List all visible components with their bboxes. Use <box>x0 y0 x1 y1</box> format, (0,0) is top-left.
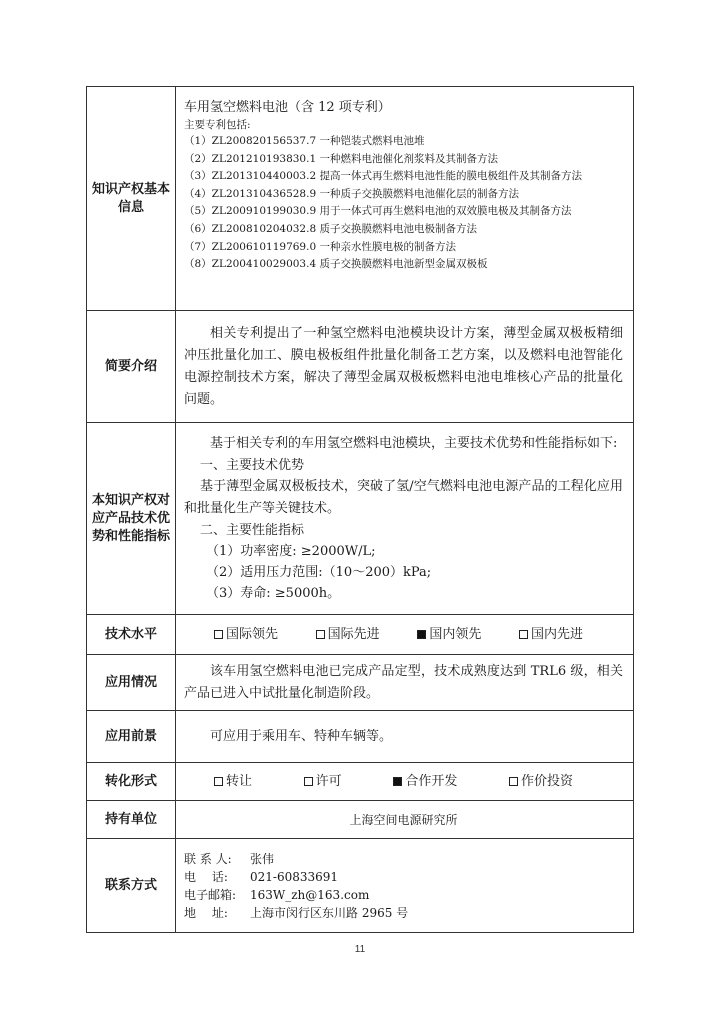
option-intl-leading[interactable] <box>214 626 278 644</box>
intro-text: 相关专利提出了一种氢空燃料电池模块设计方案，薄型金属双极板精细冲压批量化加工、膜电极板组件批量化制备工艺方案，以及燃料电池智能化电源控制技术方案，解决了薄型金属双极板燃料电池电堆核心产品的批量化问题。 <box>184 325 623 407</box>
option-label: 国际领先 <box>226 626 279 642</box>
row-holder <box>87 801 634 839</box>
value-ip-info <box>176 87 634 311</box>
value-tech-level <box>176 615 634 655</box>
label-holder: 持有单位 <box>87 801 176 839</box>
row-ip-info <box>87 87 634 311</box>
option-domestic-leading[interactable] <box>417 626 481 644</box>
patent-item: （6）ZL200810204032.8 质子交换膜燃料电池电极制备方法 <box>184 222 477 235</box>
patent-item: （8）ZL200410029003.4 质子交换膜燃料电池新型金属双极板 <box>184 258 488 271</box>
contact-address-value: 上海市闵行区东川路 2965 号 <box>250 905 409 920</box>
label-ip-info <box>87 87 176 311</box>
label-tech-level: 技术水平 <box>87 615 176 655</box>
value-intro <box>176 311 634 423</box>
contact-address-key: 地 址: <box>184 905 228 920</box>
option-domestic-advanced[interactable] <box>519 626 583 644</box>
contact-person-line <box>184 850 623 868</box>
label-prospect: 应用前景 <box>87 711 176 763</box>
patent-item: （3）ZL201310440003.2 提高一体式再生燃料电池性能的膜电极组件及其制备方法 <box>184 170 582 183</box>
row-intro <box>87 311 634 423</box>
value-prospect <box>176 711 634 763</box>
label-text: 知识产权基本信息 <box>91 181 170 215</box>
heading-metrics: 二、主要性能指标 <box>200 523 305 538</box>
label-application: 应用情况 <box>87 655 176 711</box>
value-application <box>176 655 634 711</box>
contact-phone-line <box>184 868 623 886</box>
option-label: 国内领先 <box>429 626 482 642</box>
contact-address-line <box>184 904 623 922</box>
patent-item: （2）ZL201210193830.1 一种燃料电池催化剂浆料及其制备方法 <box>184 152 498 165</box>
checkbox-icon[interactable] <box>316 630 325 639</box>
tech-level-options <box>184 626 623 644</box>
row-tech-level <box>87 615 634 655</box>
option-cooperation[interactable] <box>393 773 457 791</box>
heading-advantages: 一、主要技术优势 <box>200 458 305 473</box>
metric-lifetime: （3）寿命: ≥5000h。 <box>206 586 341 601</box>
value-contact <box>176 839 634 933</box>
checkbox-icon[interactable] <box>304 777 313 786</box>
label-intro: 简要介绍 <box>87 311 176 423</box>
transfer-options <box>184 773 623 791</box>
option-label: 合作开发 <box>405 773 458 789</box>
option-label: 转让 <box>226 773 253 789</box>
contact-email-value: 163W_zh@163.com <box>250 887 370 902</box>
row-application <box>87 655 634 711</box>
advantages-text: 基于薄型金属双极板技术，突破了氢/空气燃料电池电源产品的工程化应用和批量化生产等关键技术。 <box>184 479 623 516</box>
row-advantages <box>87 423 634 615</box>
contact-phone-key: 电 话: <box>184 869 228 884</box>
patent-item: （7）ZL200610119769.0 一种亲水性膜电极的制备方法 <box>184 240 456 253</box>
patent-item: （1）ZL200820156537.7 一种铠装式燃料电池堆 <box>184 135 425 147</box>
value-advantages <box>176 423 634 615</box>
metric-power-density: （1）功率密度: ≥2000W/L; <box>206 544 376 559</box>
row-transfer <box>87 763 634 801</box>
option-license[interactable] <box>304 773 342 791</box>
label-transfer: 转化形式 <box>87 763 176 801</box>
contact-email-line <box>184 886 623 904</box>
option-transfer[interactable] <box>214 773 252 791</box>
product-title: 车用氢空燃料电池（含 12 项专利） <box>184 100 391 115</box>
label-advantages: 本知识产权对应产品技术优势和性能指标 <box>87 423 176 615</box>
patents-heading: 主要专利包括: <box>184 119 251 131</box>
checkbox-checked-icon[interactable] <box>393 777 402 786</box>
checkbox-icon[interactable] <box>214 777 223 786</box>
option-investment[interactable] <box>509 773 573 791</box>
prospect-text: 可应用于乘用车、特种车辆等。 <box>210 728 393 744</box>
contact-email-key: 电子邮箱: <box>184 887 237 902</box>
application-text: 该车用氢空燃料电池已完成产品定型，技术成熟度达到 TRL6 级，相关产品已进入中试批量化制造阶段。 <box>184 663 623 701</box>
option-label: 国际先进 <box>327 626 380 642</box>
contact-person-value: 张伟 <box>250 851 275 866</box>
option-label: 国内先进 <box>530 626 583 642</box>
ip-info-table <box>86 86 634 933</box>
page-number: 11 <box>354 944 366 955</box>
contact-phone-value: 021-60833691 <box>250 869 339 884</box>
row-contact <box>87 839 634 933</box>
label-contact: 联系方式 <box>87 839 176 933</box>
patent-item: （5）ZL200910199030.9 用于一体式可再生燃料电池的双效膜电极及其制备方法 <box>184 205 572 218</box>
metric-pressure-range: （2）适用压力范围:（10～200）kPa; <box>206 565 432 580</box>
option-intl-advanced[interactable] <box>316 626 380 644</box>
row-prospect <box>87 711 634 763</box>
patent-item: （4）ZL201310436528.9 一种质子交换膜燃料电池催化层的制备方法 <box>184 187 519 200</box>
advantages-intro: 基于相关专利的车用氢空燃料电池模块，主要技术优势和性能指标如下: <box>210 436 618 451</box>
option-label: 许可 <box>315 773 342 789</box>
checkbox-icon[interactable] <box>509 777 518 786</box>
holder-value: 上海空间电源研究所 <box>176 801 634 839</box>
value-transfer <box>176 763 634 801</box>
contact-person-key: 联 系 人: <box>184 851 232 866</box>
checkbox-icon[interactable] <box>519 630 528 639</box>
checkbox-icon[interactable] <box>214 630 223 639</box>
option-label: 作价投资 <box>520 773 573 789</box>
checkbox-checked-icon[interactable] <box>417 630 426 639</box>
